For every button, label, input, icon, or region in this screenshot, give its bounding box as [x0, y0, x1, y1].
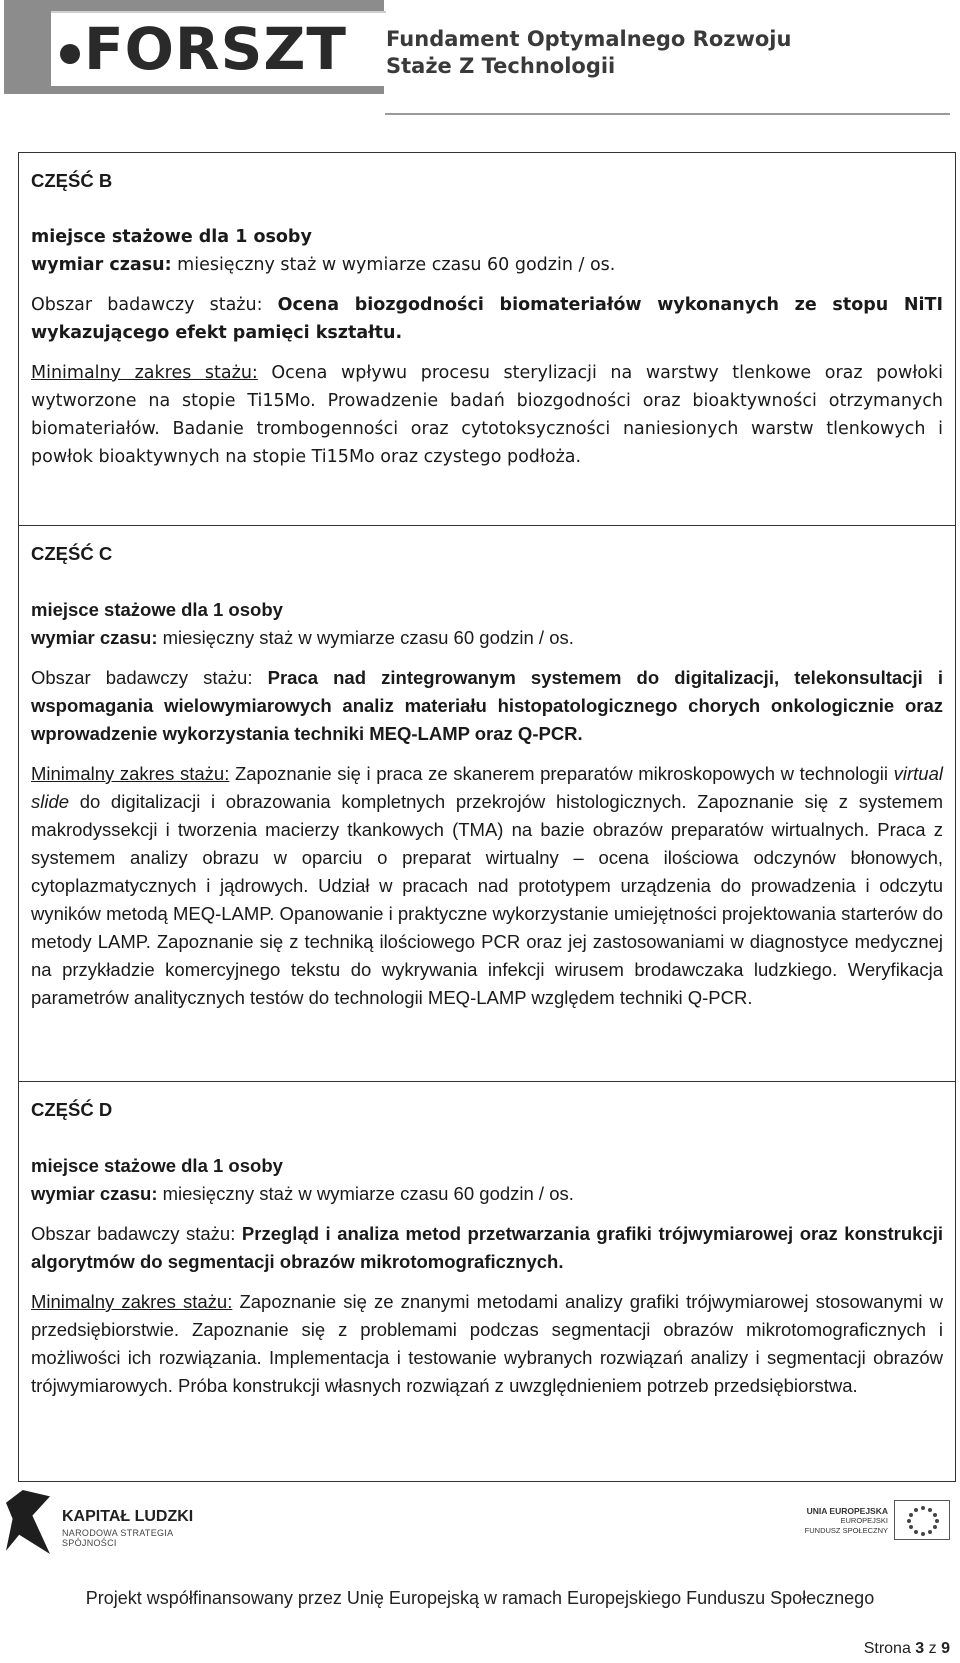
places-text: miejsce stażowe dla 1 osoby: [31, 599, 283, 620]
eu-flag-icon: [894, 1500, 950, 1540]
section-c: [19, 525, 955, 1081]
area-label: Obszar badawczy stażu:: [31, 295, 278, 315]
forszt-logo-backdrop: [4, 0, 384, 94]
scope-label: Minimalny zakres stażu:: [31, 363, 258, 383]
scope-value: Ocena wpływu procesu sterylizacji na warstwy tlenkowe oraz powłoki wytworzone na stopie Ti15Mo. Prowadzenie badań biozgodności oraz bioaktywności otrzymanych biomateriałów. Badanie trombogenności oraz cytotoksyczności naniesionych warstw tlenkowych i powłok bioaktywnych na stopie Ti15Mo oraz czystego podłoża.: [31, 363, 943, 467]
places-text: miejsce stażowe dla 1 osoby: [31, 1155, 283, 1176]
time-label: wymiar czasu:: [31, 627, 158, 648]
area-label: Obszar badawczy stażu:: [31, 667, 268, 688]
places-line: [31, 596, 943, 624]
scope-label: Minimalny zakres stażu:: [31, 1291, 233, 1312]
area-value: Praca nad zintegrowanym systemem do digitalizacji, telekonsultacji i wspomagania wielowymiarowych analiz materiału histopatologicznego chorych onkologicznie oraz wprowadzenie wykorzystania techniki MEQ-LAMP oraz Q-PCR.: [31, 667, 943, 744]
offer-table: [18, 152, 956, 1482]
time-label: wymiar czasu:: [31, 255, 172, 275]
area-value: Ocena biozgodności biomateriałów wykonanych ze stopu NiTI wykazującego efekt pamięci kształtu.: [31, 295, 944, 343]
places-line: [31, 223, 943, 251]
page-total: 9: [941, 1640, 950, 1657]
section-d: [19, 1081, 955, 1481]
cofinancing-note: Projekt współfinansowany przez Unię Europejską w ramach Europejskiego Funduszu Społecznego: [85, 1588, 875, 1608]
minimum-scope: [31, 1288, 943, 1400]
time-line: [31, 251, 943, 279]
forszt-logo-text: FORSZT: [84, 15, 347, 83]
research-area: [31, 664, 943, 748]
area-label: Obszar badawczy stażu:: [31, 1223, 242, 1244]
scope-label: Minimalny zakres stażu:: [31, 763, 230, 784]
time-line: [31, 624, 943, 652]
time-value: miesięczny staż w wymiarze czasu 60 godzin / os.: [157, 627, 574, 648]
scope-text-rest: do digitalizacji i obrazowania kompletnych przekrojów histologicznych. Zapoznanie się z systemem makrodyssekcji i tworzenia macierzy tkankowych (TMA) na bazie obrazów preparatów wirtualnych. Praca z systemem analizy obrazu w oparciu o preparat wirtualny – ocena ilościowa odczynów błonowych, cytoplazmatycznych i jądrowych. Udział w pracach nad prototypem urządzenia do prowadzenia i odczytu wyników metodą MEQ-LAMP. Opanowanie i praktyczne wykorzystanie umiejętności projektowania starterów do metody LAMP. Zapoznanie się z techniką ilościowego PCR oraz jej zastosowaniami w diagnostyce medycznej na przykładzie komercyjnego tekstu do wykrywania infekcji wirusem brodawczaka ludzkiego. Weryfikacja parametrów analitycznych testów do technologii MEQ-LAMP względem techniki Q-PCR.: [31, 791, 943, 1008]
eu-fund-logo: [800, 1500, 950, 1550]
kapital-ludzki-star-icon: [6, 1490, 50, 1554]
kapital-ludzki-logo: [6, 1490, 226, 1560]
time-value: miesięczny staż w wymiarze czasu 60 godzin / os.: [157, 1183, 574, 1204]
places-line: [31, 1152, 943, 1180]
eu-line-1: UNIA EUROPEJSKA: [806, 1506, 888, 1516]
minimum-scope: [31, 359, 943, 471]
eu-fund-text: [800, 1506, 888, 1536]
kapital-ludzki-title: KAPITAŁ LUDZKI: [62, 1508, 194, 1525]
time-value: miesięczny staż w wymiarze czasu 60 godzin / os.: [171, 255, 616, 275]
places-text: miejsce stażowe dla 1 osoby: [31, 227, 312, 247]
eu-line-3: FUNDUSZ SPOŁECZNY: [804, 1526, 888, 1535]
page-prefix: Strona: [863, 1640, 916, 1657]
logo-dot-icon: [60, 44, 80, 64]
research-area: [31, 1220, 943, 1276]
time-line: [31, 1180, 943, 1208]
page-separator: z: [924, 1640, 942, 1657]
page-number: [864, 1640, 950, 1658]
tagline-line-1: Fundament Optymalnego Rozwoju: [386, 27, 792, 51]
header-tagline: [386, 26, 791, 80]
section-b: [19, 153, 955, 525]
scope-italic-term: virtual slide: [31, 763, 943, 812]
area-value: Przegląd i analiza metod przetwarzania grafiki trójwymiarowej oraz konstrukcji algorytmów do segmentacji obrazów mikrotomograficznych.: [31, 1223, 944, 1272]
tagline-line-2: Staże Z Technologii: [386, 54, 616, 78]
scope-value: Zapoznanie się ze znanymi metodami analizy grafiki trójwymiarowej stosowanymi w przedsiębiorstwie. Zapoznanie się z problemami podczas segmentacji obrazów mikrotomograficznych i możliwości ich rozwiązania. Implementacja i testowanie wybranych rozwiązań analizy i segmentacji obrazów trójwymiarowych. Próba konstrukcji własnych rozwiązań z uwzględnieniem potrzeb przedsiębiorstwa.: [31, 1291, 943, 1396]
kapital-ludzki-subtitle: NARODOWA STRATEGIA SPÓJNOŚCI: [62, 1528, 173, 1548]
page-header: [0, 0, 960, 120]
minimum-scope: [31, 760, 943, 1012]
time-label: wymiar czasu:: [31, 1183, 158, 1204]
section-title: CZĘŚĆ B: [31, 170, 113, 191]
research-area: [31, 291, 943, 347]
eu-line-2: EUROPEJSKI: [840, 1516, 888, 1525]
header-divider: [385, 113, 950, 115]
scope-text-start: Zapoznanie się i praca ze skanerem preparatów mikroskopowych w technologii: [229, 763, 894, 784]
section-title: CZĘŚĆ D: [31, 1099, 113, 1120]
page-current: 3: [915, 1640, 925, 1657]
section-title: CZĘŚĆ C: [31, 543, 113, 564]
